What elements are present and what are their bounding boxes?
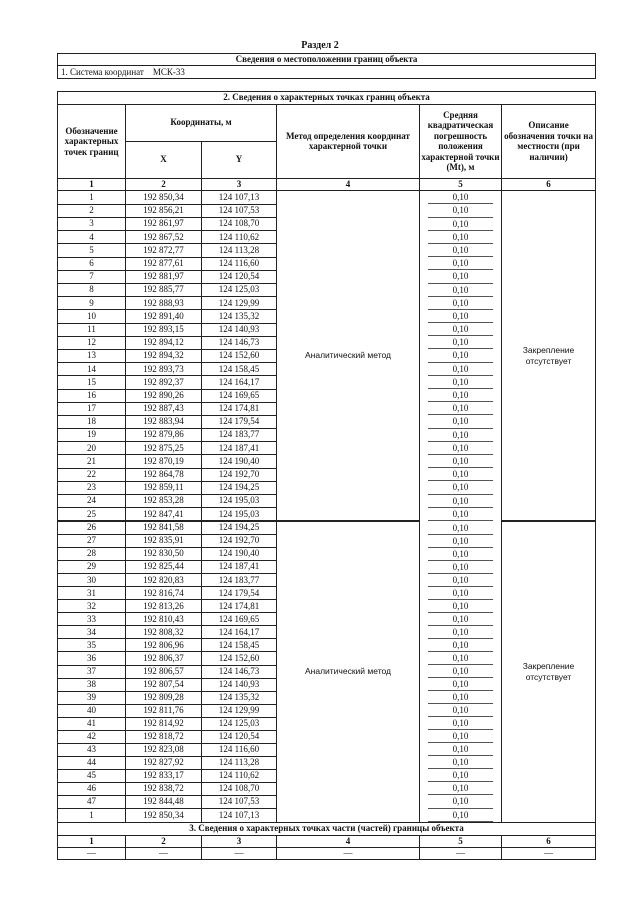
coord-x: 192 808,32: [126, 626, 202, 639]
point-number: 26: [58, 522, 126, 535]
coord-x: 192 894,12: [126, 336, 202, 349]
coord-x: 192 823,08: [126, 743, 202, 756]
point-number: 6: [58, 257, 126, 270]
coord-x: 192 883,94: [126, 415, 202, 428]
col-number: 6: [502, 835, 596, 847]
point-number: 34: [58, 626, 126, 639]
coord-y: 124 152,60: [202, 349, 277, 362]
coord-y: 124 192,70: [202, 535, 277, 548]
point-number: 47: [58, 795, 126, 808]
coord-y: 124 179,54: [202, 415, 277, 428]
accuracy-value: 0,10: [428, 782, 493, 795]
col-number: 5: [420, 835, 502, 847]
accuracy-cell: [420, 363, 502, 376]
point-number: 45: [58, 769, 126, 782]
accuracy-value: 0,10: [428, 639, 493, 652]
accuracy-cell: [420, 769, 502, 782]
accuracy-value: 0,10: [428, 548, 493, 561]
coord-x: 192 861,97: [126, 218, 202, 231]
accuracy-cell: [420, 561, 502, 574]
accuracy-cell: [420, 600, 502, 613]
point-number: 23: [58, 481, 126, 494]
point-number: 35: [58, 639, 126, 652]
coord-y: 124 195,03: [202, 508, 277, 521]
section2-title: 2. Сведения о характерных точках границ объекта: [58, 92, 596, 104]
accuracy-value: 0,10: [428, 231, 493, 244]
accuracy-value: 0,10: [428, 349, 493, 362]
coord-y: 124 140,93: [202, 323, 277, 336]
coord-y: 124 190,40: [202, 548, 277, 561]
point-number: 40: [58, 704, 126, 717]
coord-y: 124 108,70: [202, 782, 277, 795]
coord-x: 192 894,32: [126, 349, 202, 362]
coord-y: 124 195,03: [202, 495, 277, 508]
point-number: 46: [58, 782, 126, 795]
accuracy-cell: [420, 495, 502, 508]
accuracy-value: 0,10: [428, 442, 493, 455]
coord-x: 192 816,74: [126, 587, 202, 600]
accuracy-cell: [420, 481, 502, 494]
accuracy-value: 0,10: [428, 809, 493, 822]
coord-y: 124 107,13: [202, 191, 277, 205]
coord-y: 124 120,54: [202, 270, 277, 283]
accuracy-value: 0,10: [428, 587, 493, 600]
coord-x: 192 867,52: [126, 231, 202, 244]
point-number: 4: [58, 231, 126, 244]
accuracy-cell: [420, 284, 502, 297]
coord-x: 192 877,61: [126, 257, 202, 270]
accuracy-value: 0,10: [428, 481, 493, 494]
point-number: 38: [58, 678, 126, 691]
coord-y: 124 135,32: [202, 310, 277, 323]
accuracy-value: 0,10: [428, 455, 493, 468]
col-number: 2: [126, 835, 202, 847]
dash-cell: —: [277, 847, 420, 859]
accuracy-cell: [420, 415, 502, 428]
point-number: 29: [58, 561, 126, 574]
accuracy-cell: [420, 218, 502, 231]
coord-x: 192 890,26: [126, 389, 202, 402]
accuracy-value: 0,10: [428, 561, 493, 574]
point-number: 25: [58, 508, 126, 521]
accuracy-cell: [420, 678, 502, 691]
section3-col-numbers: [58, 835, 596, 847]
point-number: 22: [58, 468, 126, 481]
accuracy-cell: [420, 613, 502, 626]
coord-y: 124 113,28: [202, 244, 277, 257]
coord-x: 192 814,92: [126, 717, 202, 730]
coord-y: 124 129,99: [202, 704, 277, 717]
coord-y: 124 152,60: [202, 652, 277, 665]
accuracy-value: 0,10: [428, 508, 493, 521]
accuracy-cell: [420, 389, 502, 402]
col-header-point: Обозначение характерных точек границ: [58, 104, 126, 178]
accuracy-cell: [420, 468, 502, 481]
accuracy-cell: [420, 297, 502, 310]
coord-x: 192 888,93: [126, 297, 202, 310]
dash-cell: —: [420, 847, 502, 859]
accuracy-value: 0,10: [428, 756, 493, 769]
accuracy-value: 0,10: [428, 522, 493, 535]
coord-y: 124 107,53: [202, 795, 277, 808]
accuracy-value: 0,10: [428, 600, 493, 613]
section3-empty-row: [58, 847, 596, 859]
coord-y: 124 146,73: [202, 665, 277, 678]
col-number: 4: [277, 835, 420, 847]
point-number: 41: [58, 717, 126, 730]
accuracy-value: 0,10: [428, 415, 493, 428]
point-number: 30: [58, 574, 126, 587]
coord-x: 192 835,91: [126, 535, 202, 548]
point-number: 39: [58, 691, 126, 704]
coord-y: 124 187,41: [202, 561, 277, 574]
accuracy-cell: [420, 376, 502, 389]
coord-y: 124 158,45: [202, 363, 277, 376]
col-number: 1: [58, 835, 126, 847]
accuracy-cell: [420, 231, 502, 244]
accuracy-value: 0,10: [428, 204, 493, 217]
dash-cell: —: [202, 847, 277, 859]
accuracy-value: 0,10: [428, 743, 493, 756]
coord-system-row: [58, 66, 596, 79]
accuracy-value: 0,10: [428, 218, 493, 231]
section3-title-row: [58, 822, 596, 835]
col-number: 1: [58, 178, 126, 190]
accuracy-value: 0,10: [428, 678, 493, 691]
point-number: 36: [58, 652, 126, 665]
accuracy-value: 0,10: [428, 468, 493, 481]
coord-y: 124 192,70: [202, 468, 277, 481]
accuracy-cell: [420, 310, 502, 323]
coord-x: 192 864,78: [126, 468, 202, 481]
accuracy-value: 0,10: [428, 363, 493, 376]
coord-x: 192 830,50: [126, 548, 202, 561]
point-number: 16: [58, 389, 126, 402]
col-number: 4: [277, 178, 420, 190]
dash-cell: —: [126, 847, 202, 859]
coord-y: 124 169,65: [202, 613, 277, 626]
boundary-table-part1: [57, 53, 596, 521]
coord-y: 124 194,25: [202, 522, 277, 535]
accuracy-cell: [420, 508, 502, 521]
coord-x: 192 892,37: [126, 376, 202, 389]
accuracy-value: 0,10: [428, 574, 493, 587]
accuracy-cell: [420, 795, 502, 808]
accuracy-cell: [420, 691, 502, 704]
accuracy-cell: [420, 587, 502, 600]
coord-x: 192 850,34: [126, 809, 202, 823]
coord-x: 192 820,83: [126, 574, 202, 587]
method-cell: Аналитический метод: [277, 191, 420, 521]
coord-y: 124 108,70: [202, 218, 277, 231]
accuracy-cell: [420, 665, 502, 678]
coord-y: 124 169,65: [202, 389, 277, 402]
coord-x: 192 853,28: [126, 495, 202, 508]
coord-x: 192 879,86: [126, 429, 202, 442]
point-number: 42: [58, 730, 126, 743]
point-number: 32: [58, 600, 126, 613]
coord-x: 192 833,17: [126, 769, 202, 782]
col-header-accuracy: Средняя квадратическая погрешность положения характерной точки (Mt), м: [420, 104, 502, 178]
point-number: 44: [58, 756, 126, 769]
accuracy-value: 0,10: [428, 336, 493, 349]
accuracy-cell: [420, 652, 502, 665]
accuracy-value: 0,10: [428, 429, 493, 442]
point-number: 12: [58, 336, 126, 349]
point-number: 37: [58, 665, 126, 678]
accuracy-cell: [420, 349, 502, 362]
col-number: 3: [202, 178, 277, 190]
accuracy-value: 0,10: [428, 730, 493, 743]
point-number: 1: [58, 191, 126, 205]
accuracy-value: 0,10: [428, 795, 493, 808]
point-number: 21: [58, 455, 126, 468]
accuracy-cell: [420, 204, 502, 217]
accuracy-value: 0,10: [428, 652, 493, 665]
coord-x: 192 872,77: [126, 244, 202, 257]
coord-y: 124 164,17: [202, 626, 277, 639]
coord-y: 124 158,45: [202, 639, 277, 652]
col-header-method: Метод определения координат характерной точки: [277, 104, 420, 178]
accuracy-cell: [420, 717, 502, 730]
point-number: 33: [58, 613, 126, 626]
point-number: 9: [58, 297, 126, 310]
coord-x: 192 893,15: [126, 323, 202, 336]
col-header-x: X: [126, 141, 202, 178]
coord-x: 192 806,37: [126, 652, 202, 665]
point-number: 1: [58, 809, 126, 823]
point-number: 15: [58, 376, 126, 389]
accuracy-value: 0,10: [428, 535, 493, 548]
accuracy-value: 0,10: [428, 244, 493, 257]
accuracy-cell: [420, 244, 502, 257]
coord-x: 192 807,54: [126, 678, 202, 691]
accuracy-value: 0,10: [428, 389, 493, 402]
accuracy-value: 0,10: [428, 323, 493, 336]
accuracy-cell: [420, 704, 502, 717]
accuracy-cell: [420, 191, 502, 205]
col-header-y: Y: [202, 141, 277, 178]
col-number: 5: [420, 178, 502, 190]
accuracy-value: 0,10: [428, 495, 493, 508]
point-number: 7: [58, 270, 126, 283]
coord-x: 192 811,76: [126, 704, 202, 717]
coord-y: 124 183,77: [202, 574, 277, 587]
coord-y: 124 129,99: [202, 297, 277, 310]
coord-x: 192 806,96: [126, 639, 202, 652]
coord-x: 192 881,97: [126, 270, 202, 283]
accuracy-cell: [420, 336, 502, 349]
col-header-description: Описание обозначения точки на местности (при наличии): [502, 104, 596, 178]
section3-title: 3. Сведения о характерных точках части (частей) границы объекта: [58, 822, 596, 835]
accuracy-value: 0,10: [428, 270, 493, 283]
description-cell: Закрепление отсутствует: [502, 522, 596, 823]
accuracy-value: 0,10: [428, 626, 493, 639]
spacer-row: [58, 79, 596, 92]
accuracy-cell: [420, 548, 502, 561]
header-title: Сведения о местоположении границ объекта: [58, 54, 596, 66]
accuracy-cell: [420, 756, 502, 769]
accuracy-value: 0,10: [428, 297, 493, 310]
coord-y: 124 146,73: [202, 336, 277, 349]
dash-cell: —: [502, 847, 596, 859]
accuracy-cell: [420, 730, 502, 743]
coord-y: 124 107,13: [202, 809, 277, 823]
point-number: 28: [58, 548, 126, 561]
description-cell: Закрепление отсутствует: [502, 191, 596, 521]
coord-x: 192 825,44: [126, 561, 202, 574]
accuracy-cell: [420, 743, 502, 756]
coord-y: 124 107,53: [202, 204, 277, 217]
coord-x: 192 827,92: [126, 756, 202, 769]
accuracy-value: 0,10: [428, 717, 493, 730]
point-number: 8: [58, 284, 126, 297]
point-number: 43: [58, 743, 126, 756]
coord-x: 192 838,72: [126, 782, 202, 795]
point-number: 31: [58, 587, 126, 600]
coord-y: 124 110,62: [202, 231, 277, 244]
point-number: 10: [58, 310, 126, 323]
accuracy-cell: [420, 639, 502, 652]
coord-y: 124 140,93: [202, 678, 277, 691]
method-cell: Аналитический метод: [277, 522, 420, 823]
accuracy-value: 0,10: [428, 769, 493, 782]
accuracy-cell: [420, 455, 502, 468]
coord-x: 192 818,72: [126, 730, 202, 743]
accuracy-cell: [420, 323, 502, 336]
accuracy-cell: [420, 574, 502, 587]
accuracy-cell: [420, 257, 502, 270]
boundary-table-part2: [57, 521, 596, 860]
table-row: [58, 522, 596, 535]
coord-x: 192 870,19: [126, 455, 202, 468]
coord-x: 192 875,25: [126, 442, 202, 455]
coord-x: 192 841,58: [126, 522, 202, 535]
coord-y: 124 174,81: [202, 402, 277, 415]
accuracy-cell: [420, 535, 502, 548]
accuracy-value: 0,10: [428, 310, 493, 323]
coord-x: 192 891,40: [126, 310, 202, 323]
coord-y: 124 113,28: [202, 756, 277, 769]
coord-y: 124 194,25: [202, 481, 277, 494]
accuracy-cell: [420, 522, 502, 535]
coord-x: 192 809,28: [126, 691, 202, 704]
point-number: 24: [58, 495, 126, 508]
coord-x: 192 806,57: [126, 665, 202, 678]
accuracy-value: 0,10: [428, 691, 493, 704]
coord-x: 192 850,34: [126, 191, 202, 205]
coord-y: 124 125,03: [202, 284, 277, 297]
point-number: 27: [58, 535, 126, 548]
accuracy-value: 0,10: [428, 402, 493, 415]
accuracy-cell: [420, 809, 502, 823]
coord-y: 124 183,77: [202, 429, 277, 442]
accuracy-value: 0,10: [428, 665, 493, 678]
col-number: 6: [502, 178, 596, 190]
accuracy-value: 0,10: [428, 704, 493, 717]
accuracy-cell: [420, 429, 502, 442]
accuracy-value: 0,10: [428, 376, 493, 389]
accuracy-value: 0,10: [428, 191, 493, 204]
col-number: 2: [126, 178, 202, 190]
coord-y: 124 116,60: [202, 743, 277, 756]
point-number: 3: [58, 218, 126, 231]
table-row: [58, 191, 596, 205]
coord-y: 124 135,32: [202, 691, 277, 704]
coord-y: 124 179,54: [202, 587, 277, 600]
coord-y: 124 125,03: [202, 717, 277, 730]
accuracy-cell: [420, 626, 502, 639]
accuracy-cell: [420, 402, 502, 415]
accuracy-cell: [420, 442, 502, 455]
coord-x: 192 856,21: [126, 204, 202, 217]
dash-cell: —: [58, 847, 126, 859]
coord-x: 192 893,73: [126, 363, 202, 376]
point-number: 11: [58, 323, 126, 336]
coord-x: 192 844,48: [126, 795, 202, 808]
col-number: 3: [202, 835, 277, 847]
point-number: 2: [58, 204, 126, 217]
coord-x: 192 810,43: [126, 613, 202, 626]
accuracy-value: 0,10: [428, 257, 493, 270]
coord-y: 124 190,40: [202, 455, 277, 468]
point-number: 20: [58, 442, 126, 455]
accuracy-value: 0,10: [428, 613, 493, 626]
coord-y: 124 116,60: [202, 257, 277, 270]
coord-y: 124 187,41: [202, 442, 277, 455]
coord-x: 192 885,77: [126, 284, 202, 297]
coord-system-label: 1. Система координат: [61, 66, 144, 77]
point-number: 19: [58, 429, 126, 442]
point-number: 13: [58, 349, 126, 362]
coord-y: 124 174,81: [202, 600, 277, 613]
coord-x: 192 859,11: [126, 481, 202, 494]
coord-x: 192 847,41: [126, 508, 202, 521]
accuracy-cell: [420, 782, 502, 795]
accuracy-cell: [420, 270, 502, 283]
point-number: 5: [58, 244, 126, 257]
coord-x: 192 887,43: [126, 402, 202, 415]
point-number: 14: [58, 363, 126, 376]
coord-y: 124 120,54: [202, 730, 277, 743]
coord-y: 124 164,17: [202, 376, 277, 389]
coord-x: 192 813,26: [126, 600, 202, 613]
coord-system-value: МСК-33: [152, 66, 185, 77]
point-number: 18: [58, 415, 126, 428]
coord-y: 124 110,62: [202, 769, 277, 782]
point-number: 17: [58, 402, 126, 415]
section-title: Раздел 2: [301, 40, 339, 51]
accuracy-value: 0,10: [428, 284, 493, 297]
col-header-coords: Координаты, м: [126, 104, 277, 141]
